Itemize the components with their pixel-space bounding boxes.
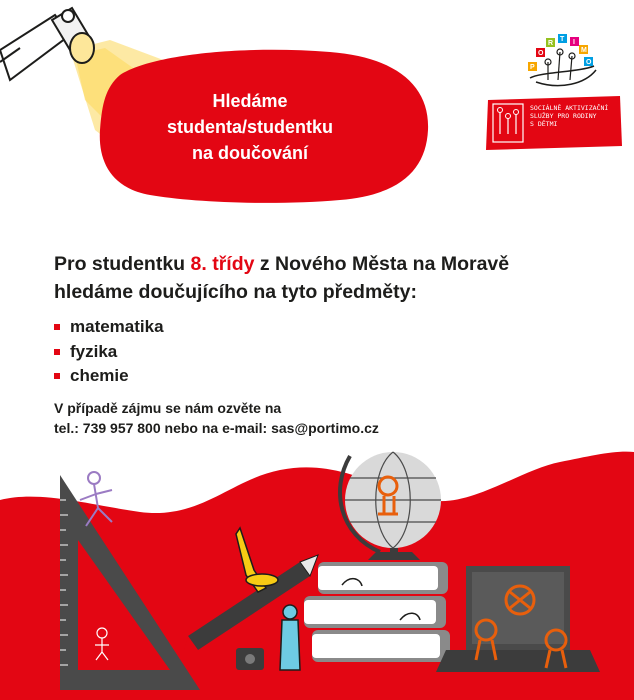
svg-text:R: R bbox=[548, 40, 554, 47]
subject-list bbox=[54, 315, 164, 389]
svg-text:O: O bbox=[586, 59, 592, 66]
headline bbox=[130, 88, 370, 166]
headline-line-2: studenta/studentku bbox=[166, 117, 333, 137]
contact-line-2: tel.: 739 957 800 nebo na e-mail: sas@portimo.cz bbox=[54, 420, 379, 436]
service-text bbox=[530, 104, 625, 128]
service-text-line-2: SLUŽBY PRO RODINY bbox=[530, 112, 597, 120]
service-text-line-1: SOCIÁLNĚ AKTIVIZAČNÍ bbox=[530, 104, 609, 112]
contact-info bbox=[54, 398, 379, 438]
intro-text bbox=[54, 250, 509, 306]
svg-text:P: P bbox=[530, 64, 535, 71]
contact-line-1: V případě zájmu se nám ozvěte na bbox=[54, 400, 282, 416]
intro-line-1-before: Pro studentku bbox=[54, 253, 191, 275]
grade-highlight: 8. třídy bbox=[190, 253, 255, 275]
headline-line-3: na doučování bbox=[191, 143, 308, 163]
subject-label: chemie bbox=[70, 366, 129, 386]
svg-text:I: I bbox=[573, 39, 575, 46]
service-text-line-3: S DĚTMI bbox=[530, 120, 558, 128]
svg-text:O: O bbox=[538, 50, 544, 57]
list-item bbox=[54, 364, 164, 389]
intro-line-2: hledáme doučujícího na tyto předměty: bbox=[54, 281, 417, 303]
svg-text:T: T bbox=[560, 36, 565, 43]
books-icon bbox=[304, 562, 450, 662]
subject-label: matematika bbox=[70, 317, 164, 337]
bullet-icon bbox=[54, 373, 60, 379]
list-item bbox=[54, 340, 164, 365]
headline-line-1: Hledáme bbox=[212, 91, 288, 111]
intro-line-1 bbox=[54, 250, 509, 278]
bullet-icon bbox=[54, 349, 60, 355]
portimo-logo bbox=[528, 34, 596, 86]
stick-figure-cyan bbox=[280, 605, 300, 670]
svg-text:M: M bbox=[581, 47, 587, 54]
list-item bbox=[54, 315, 164, 340]
bullet-icon bbox=[54, 324, 60, 330]
intro-line-1-after: z Nového Města na Moravě bbox=[254, 253, 510, 275]
subject-label: fyzika bbox=[70, 341, 118, 361]
